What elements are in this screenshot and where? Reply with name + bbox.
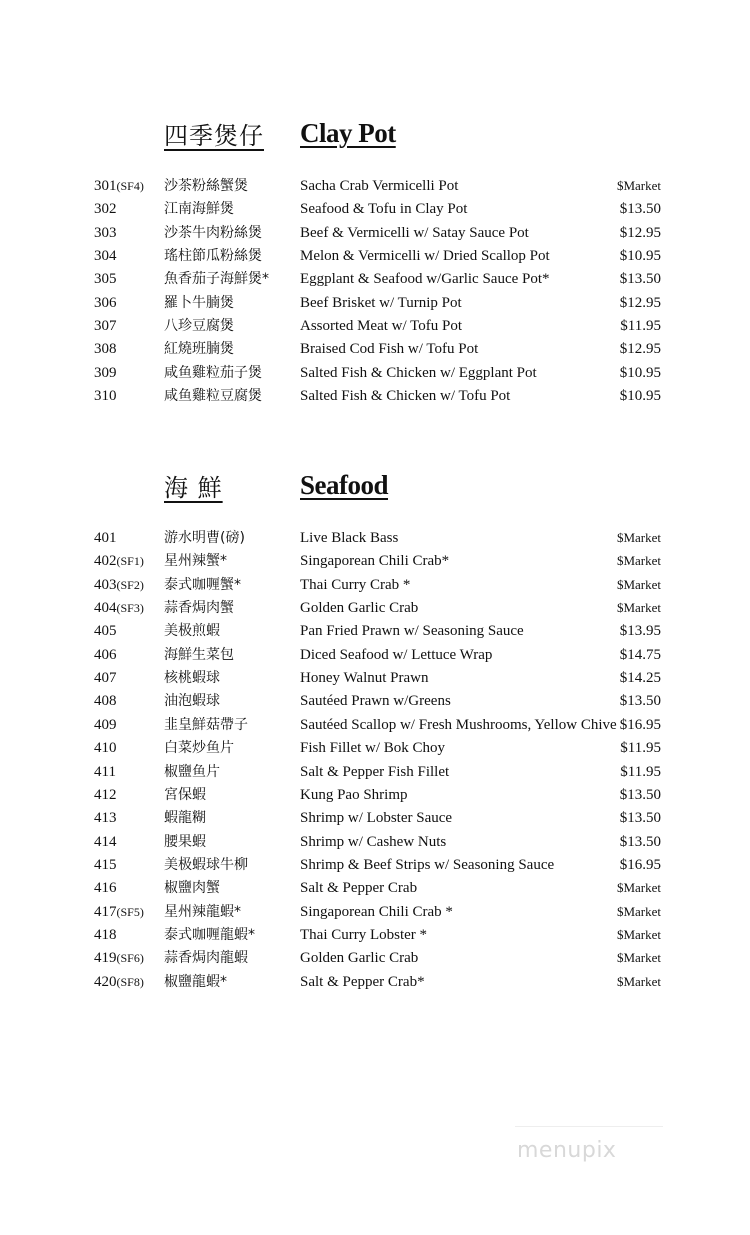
item-number-value: 303 xyxy=(94,224,117,241)
item-name: Sautéed Scallop w/ Fresh Mushrooms, Yellow Chive xyxy=(300,716,617,733)
item-number-value: 304 xyxy=(94,248,117,265)
item-number xyxy=(94,550,144,572)
item-name: Diced Seafood w/ Lettuce Wrap xyxy=(300,646,493,663)
menu-item-row xyxy=(0,971,750,993)
item-number xyxy=(94,807,117,829)
menu-item-row xyxy=(0,245,750,267)
item-name-chinese: 瑤柱節瓜粉絲煲 xyxy=(164,248,262,265)
menu-item-row xyxy=(0,175,750,197)
menu-item-row xyxy=(0,644,750,666)
item-number-value: 402 xyxy=(94,553,117,570)
item-name-chinese: 椒鹽鱼片 xyxy=(164,763,220,780)
item-name: Shrimp w/ Lobster Sauce xyxy=(300,810,453,827)
menu-item-row xyxy=(0,620,750,642)
item-price: $11.95 xyxy=(620,318,661,335)
item-name-chinese: 核桃蝦球 xyxy=(164,670,220,687)
item-name-chinese: 星州辣蟹* xyxy=(164,553,227,570)
item-number-value: 417 xyxy=(94,903,117,920)
item-name-chinese: 游水明曹(磅) xyxy=(164,530,245,546)
item-price: $Market xyxy=(616,880,661,896)
item-name: Melon & Vermicelli w/ Dried Scallop Pot xyxy=(300,248,550,265)
menu-item-row xyxy=(0,597,750,619)
item-name-chinese: 腰果蝦 xyxy=(164,833,206,850)
item-name: Golden Garlic Crab xyxy=(300,950,419,967)
menu-item-row xyxy=(0,268,750,290)
item-number xyxy=(94,268,117,290)
item-name: Singaporean Chili Crab * xyxy=(300,903,453,920)
menu-item-row xyxy=(0,385,750,407)
item-number xyxy=(94,854,117,876)
item-price: $13.50 xyxy=(619,201,661,218)
item-name: Thai Curry Crab * xyxy=(300,576,411,593)
item-price: $10.95 xyxy=(619,388,661,405)
menu-item-row xyxy=(0,901,750,923)
item-number xyxy=(94,620,117,642)
item-name-chinese: 美极煎蝦 xyxy=(164,623,220,640)
item-name-chinese: 星州辣龍蝦* xyxy=(164,903,241,920)
item-number xyxy=(94,831,117,853)
item-number-value: 302 xyxy=(94,201,117,218)
item-number-value: 410 xyxy=(94,740,117,757)
menu-item-row xyxy=(0,807,750,829)
item-number-value: 403 xyxy=(94,576,117,593)
item-name-chinese: 八珍豆腐煲 xyxy=(164,318,234,335)
item-name: Sacha Crab Vermicelli Pot xyxy=(300,178,459,194)
item-name-chinese: 白菜炒鱼片 xyxy=(164,740,234,757)
item-name: Fish Fillet w/ Bok Choy xyxy=(300,740,446,757)
item-name-chinese: 韭皇鮮菇帶子 xyxy=(164,716,248,733)
item-name-chinese: 咸鱼雞粒豆腐煲 xyxy=(164,388,262,405)
item-number-value: 401 xyxy=(94,530,117,546)
item-name-chinese: 沙茶牛肉粉絲煲 xyxy=(164,224,262,241)
item-code: (SF4) xyxy=(116,179,144,193)
item-number-value: 408 xyxy=(94,693,117,710)
menu-item-row xyxy=(0,315,750,337)
item-price: $13.50 xyxy=(619,810,661,827)
item-number-value: 415 xyxy=(94,856,117,873)
item-number-value: 308 xyxy=(94,341,117,358)
item-price: $10.95 xyxy=(619,248,661,265)
item-number-value: 310 xyxy=(94,388,117,405)
item-number xyxy=(94,527,117,549)
item-price: $11.95 xyxy=(620,763,661,780)
item-name: Salted Fish & Chicken w/ Tofu Pot xyxy=(300,388,511,405)
item-price: $16.95 xyxy=(619,856,661,873)
seafood-section xyxy=(0,468,750,990)
item-number xyxy=(94,947,144,969)
item-name-chinese: 紅燒班腩煲 xyxy=(164,341,234,358)
item-number xyxy=(94,175,144,197)
item-price: $12.95 xyxy=(619,224,661,241)
item-number xyxy=(94,597,144,619)
menu-item-row xyxy=(0,550,750,572)
item-price: $Market xyxy=(616,530,661,545)
item-price: $Market xyxy=(616,950,661,966)
menu-item-row xyxy=(0,690,750,712)
item-name-chinese: 美极蝦球牛柳 xyxy=(164,856,248,873)
item-name-chinese: 沙茶粉絲蟹煲 xyxy=(164,178,248,194)
menu-item-row xyxy=(0,877,750,899)
item-name: Seafood & Tofu in Clay Pot xyxy=(300,201,468,218)
watermark-divider xyxy=(515,1126,663,1127)
item-number xyxy=(94,971,144,993)
section-title-chinese: 四季煲仔 xyxy=(164,122,264,150)
item-price: $16.95 xyxy=(619,716,661,733)
item-name: Honey Walnut Prawn xyxy=(300,670,429,687)
section-header xyxy=(0,468,750,508)
item-code: (SF8) xyxy=(116,974,144,989)
item-name: Pan Fried Prawn w/ Seasoning Sauce xyxy=(300,623,524,640)
item-number xyxy=(94,292,117,314)
item-name: Singaporean Chili Crab* xyxy=(300,553,450,570)
section-title-chinese: 海 鮮 xyxy=(164,474,223,502)
item-number xyxy=(94,574,144,596)
item-price: $Market xyxy=(616,973,661,989)
item-name-chinese: 油泡蝦球 xyxy=(164,693,220,710)
item-name: Shrimp w/ Cashew Nuts xyxy=(300,833,447,850)
menu-item-row xyxy=(0,362,750,384)
item-number xyxy=(94,690,117,712)
item-price: $Market xyxy=(616,926,661,942)
item-name-chinese: 泰式咖喱蟹* xyxy=(164,576,241,593)
item-price: $Market xyxy=(616,903,661,919)
item-name: Salt & Pepper Crab* xyxy=(300,973,425,990)
item-number-value: 416 xyxy=(94,880,117,897)
item-name: Beef & Vermicelli w/ Satay Sauce Pot xyxy=(300,224,529,241)
item-price: $13.50 xyxy=(619,833,661,850)
item-number xyxy=(94,385,117,407)
item-code: (SF5) xyxy=(116,904,144,919)
item-number-value: 418 xyxy=(94,926,117,943)
menu-item-row xyxy=(0,761,750,783)
item-name: Beef Brisket w/ Turnip Pot xyxy=(300,294,462,311)
item-number-value: 309 xyxy=(94,364,117,381)
item-number xyxy=(94,924,117,946)
item-price: $Market xyxy=(616,600,661,616)
menu-item-row xyxy=(0,292,750,314)
item-code: (SF2) xyxy=(116,577,144,592)
item-name-chinese: 椒鹽龍蝦* xyxy=(164,973,227,990)
item-price: $Market xyxy=(616,178,661,193)
item-name: Golden Garlic Crab xyxy=(300,600,419,617)
item-price: $Market xyxy=(616,576,661,592)
item-number-value: 305 xyxy=(94,271,117,288)
menu-item-row xyxy=(0,737,750,759)
item-number-value: 405 xyxy=(94,623,117,640)
item-name-chinese: 泰式咖喱龍蝦* xyxy=(164,926,255,943)
menu-item-row xyxy=(0,784,750,806)
item-number xyxy=(94,644,117,666)
item-price: $13.50 xyxy=(619,271,661,288)
item-name-chinese: 羅卜牛腩煲 xyxy=(164,294,234,311)
item-number-value: 420 xyxy=(94,973,117,990)
item-number xyxy=(94,761,116,783)
item-number-value: 301 xyxy=(94,178,117,194)
item-name-chinese: 蒜香焗肉龍蝦 xyxy=(164,950,248,967)
item-price: $11.95 xyxy=(620,740,661,757)
item-name: Sautéed Prawn w/Greens xyxy=(300,693,451,710)
item-number xyxy=(94,222,117,244)
item-number xyxy=(94,338,117,360)
item-price: $14.75 xyxy=(619,646,661,663)
item-name-chinese: 宮保蝦 xyxy=(164,786,206,803)
item-name: Live Black Bass xyxy=(300,530,399,546)
item-name-chinese: 蒜香焗肉蟹 xyxy=(164,600,234,617)
menu-item-row xyxy=(0,947,750,969)
item-price: $12.95 xyxy=(619,341,661,358)
item-name: Eggplant & Seafood w/Garlic Sauce Pot* xyxy=(300,271,550,288)
item-code: (SF3) xyxy=(116,601,144,616)
item-name: Salt & Pepper Fish Fillet xyxy=(300,763,450,780)
item-number xyxy=(94,737,117,759)
item-number-value: 414 xyxy=(94,833,117,850)
item-number-value: 412 xyxy=(94,786,117,803)
item-number-value: 413 xyxy=(94,810,117,827)
menu-item-row xyxy=(0,667,750,689)
item-price: $14.25 xyxy=(619,670,661,687)
item-name-chinese: 魚香茄子海鮮煲* xyxy=(164,271,269,288)
item-number xyxy=(94,714,117,736)
item-name-chinese: 江南海鮮煲 xyxy=(164,201,234,218)
item-number-value: 407 xyxy=(94,670,117,687)
item-number-value: 307 xyxy=(94,318,117,335)
menu-item-row xyxy=(0,714,750,736)
item-number xyxy=(94,667,117,689)
item-number-value: 306 xyxy=(94,294,117,311)
item-name: Shrimp & Beef Strips w/ Seasoning Sauce xyxy=(300,856,555,873)
section-header xyxy=(0,116,750,156)
item-number xyxy=(94,901,144,923)
section-title: Seafood xyxy=(300,470,389,500)
item-price: $Market xyxy=(616,553,661,569)
section-title: Clay Pot xyxy=(300,118,396,148)
item-name: Kung Pao Shrimp xyxy=(300,786,408,803)
item-code: (SF1) xyxy=(116,554,144,569)
item-number-value: 409 xyxy=(94,716,117,733)
item-number xyxy=(94,877,117,899)
watermark-logo: menupix xyxy=(517,1138,617,1163)
menu-item-row xyxy=(0,924,750,946)
menu-item-row xyxy=(0,831,750,853)
item-number xyxy=(94,784,117,806)
item-price: $13.50 xyxy=(619,786,661,803)
item-price: $10.95 xyxy=(619,364,661,381)
menu-item-row xyxy=(0,338,750,360)
item-name-chinese: 海鮮生菜包 xyxy=(164,646,234,663)
item-name: Salt & Pepper Crab xyxy=(300,880,418,897)
menu-item-row xyxy=(0,574,750,596)
item-name: Assorted Meat w/ Tofu Pot xyxy=(300,318,462,335)
menu-item-row xyxy=(0,222,750,244)
item-name: Thai Curry Lobster * xyxy=(300,926,428,943)
item-price: $13.95 xyxy=(619,623,661,640)
item-number xyxy=(94,245,117,267)
item-number xyxy=(94,362,117,384)
item-number-value: 404 xyxy=(94,600,117,617)
item-name: Braised Cod Fish w/ Tofu Pot xyxy=(300,341,479,358)
item-number xyxy=(94,198,117,220)
item-price: $13.50 xyxy=(619,693,661,710)
item-number-value: 419 xyxy=(94,950,117,967)
item-name-chinese: 咸鱼雞粒茄子煲 xyxy=(164,364,262,381)
claypot-section xyxy=(0,116,750,405)
menu-item-row xyxy=(0,527,750,549)
item-number-value: 406 xyxy=(94,646,117,663)
item-number-value: 411 xyxy=(94,763,116,780)
menu-item-row xyxy=(0,198,750,220)
item-price: $12.95 xyxy=(619,294,661,311)
item-number xyxy=(94,315,117,337)
item-code: (SF6) xyxy=(116,951,144,966)
item-name-chinese: 椒鹽肉蟹 xyxy=(164,880,220,897)
item-name: Salted Fish & Chicken w/ Eggplant Pot xyxy=(300,364,537,381)
menu-item-row xyxy=(0,854,750,876)
item-name-chinese: 蝦龍糊 xyxy=(164,810,206,827)
